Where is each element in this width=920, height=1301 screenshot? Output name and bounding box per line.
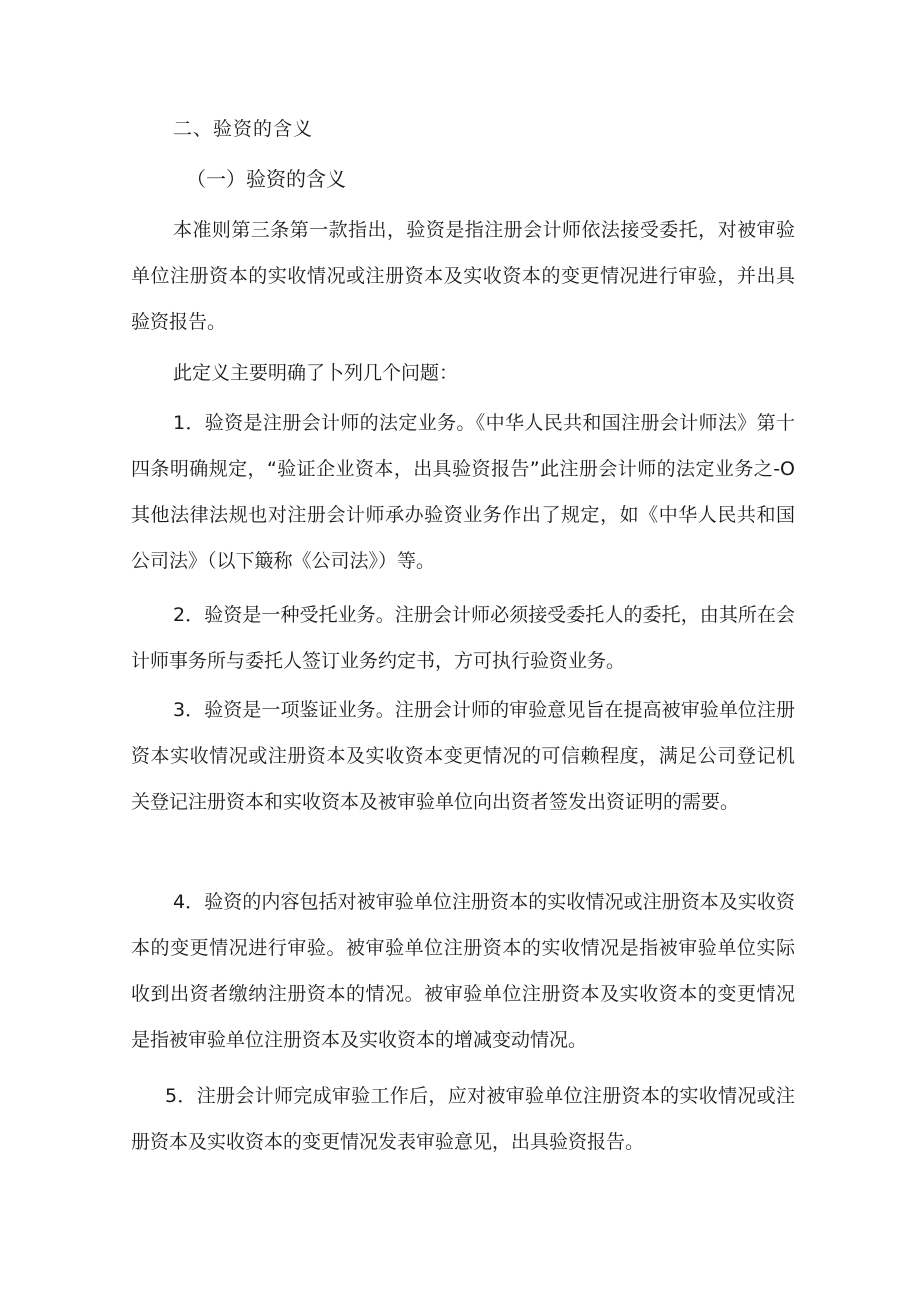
paragraph-item-2: 2．验资是一种受托业务。注册会计师必须接受委托人的委托，由其所在会计师事务所与委托人签订业务约定书，方可执行验资业务。 [131, 604, 795, 672]
paragraph-item-4: 4．验资的内容包括对被审验单位注册资本的实收情况或注册资本及实收资本的变更情况进行审验。被审验单位注册资本的实收情况是指被审验单位实际收到出资者缴纳注册资本的情况。被审验单位注册资本及实收资本的变更情况是指被审验单位注册资本及实收资本的增减变动情况。 [131, 891, 795, 1051]
paragraph-intro-list: 此定义主要明确了卜列几个问题： [173, 362, 459, 384]
sub-heading: （一）验资的含义 [186, 167, 346, 191]
paragraph-item-5: 5．注册会计师完成审验工作后，应对被审验单位注册资本的实收情况或注册资本及实收资本的变更情况发表审验意见，出具验资报告。 [131, 1085, 795, 1153]
paragraph-definition: 本准则第三条第一款指出，验资是指注册会计师依法接受委托，对被审验单位注册资本的实收情况或注册资本及实收资本的变更情况进行审验，并出具验资报告。 [131, 219, 795, 333]
paragraph-item-1: 1．验资是注册会计师的法定业务。《中华人民共和国注册会计师法》第十四条明确规定，“验证企业资本，出具验资报告”此注册会计师的法定业务之-O其他法律法规也对注册会计师承办验资业务作出了规定，如《中华人民共和国公司法》（以下簸称《公司法》）等。 [131, 412, 795, 572]
section-heading: 二、验资的含义 [173, 118, 314, 140]
paragraph-item-3: 3．验资是一项鉴证业务。注册会计师的审验意见旨在提高被审验单位注册资本实收情况或注册资本及实收资本变更情况的可信赖程度，满足公司登记机关登记注册资本和实收资本及被审验单位向出资者签发出资证明的需要。 [131, 699, 795, 813]
